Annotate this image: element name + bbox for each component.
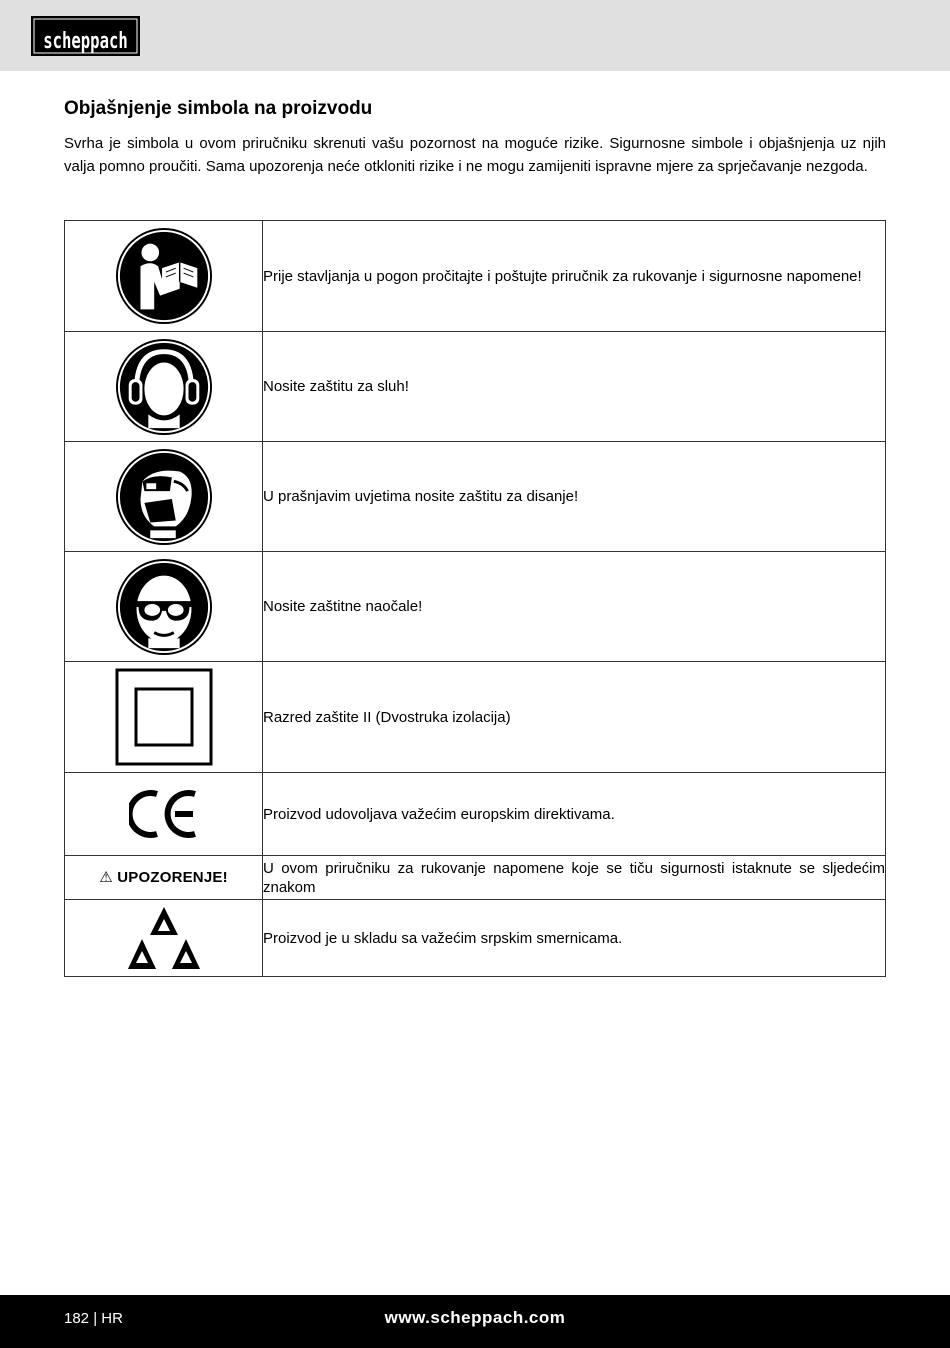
symbols-table bbox=[64, 220, 886, 977]
symbol-description: Proizvod udovoljava važećim europskim direktivama. bbox=[263, 773, 886, 856]
table-row bbox=[65, 856, 886, 900]
table-row bbox=[65, 773, 886, 856]
table-row bbox=[65, 552, 886, 662]
respiratory-protection-icon bbox=[115, 448, 213, 546]
page-title: Objašnjenje simbola na proizvodu bbox=[64, 98, 373, 119]
symbol-description: U prašnjavim uvjetima nosite zaštitu za disanje! bbox=[263, 442, 886, 552]
table-row bbox=[65, 662, 886, 773]
read-manual-icon bbox=[115, 227, 213, 325]
svg-text:scheppach: scheppach bbox=[43, 28, 128, 54]
website-link[interactable]: www.scheppach.com bbox=[384, 1308, 566, 1327]
double-insulation-icon bbox=[115, 668, 213, 766]
ce-mark-icon bbox=[129, 789, 199, 839]
symbol-description: Proizvod je u skladu sa važećim srpskim smernicama. bbox=[263, 900, 886, 977]
footer-bar bbox=[0, 1295, 950, 1348]
table-row bbox=[65, 332, 886, 442]
header-band bbox=[0, 0, 950, 71]
symbol-description: Nosite zaštitu za sluh! bbox=[263, 332, 886, 442]
table-row bbox=[65, 221, 886, 332]
symbol-description: Razred zaštite II (Dvostruka izolacija) bbox=[263, 662, 886, 773]
eye-protection-icon bbox=[115, 558, 213, 656]
symbol-description: Prije stavljanja u pogon pročitajte i poštujte priručnik za rukovanje i sigurnosne napomene! bbox=[263, 221, 886, 332]
table-row bbox=[65, 442, 886, 552]
serbian-conformity-icon bbox=[126, 905, 202, 971]
ear-protection-icon bbox=[115, 338, 213, 436]
scheppach-logo bbox=[31, 16, 140, 56]
warning-label: ⚠ UPOZORENJE! bbox=[99, 869, 228, 886]
symbol-description: Nosite zaštitne naočale! bbox=[263, 552, 886, 662]
intro-paragraph: Svrha je simbola u ovom priručniku skrenuti vašu pozornost na moguće rizike. Sigurnosne simbole i objašnjenja uz njih valja pomno proučiti. Sama upozorenja neće otkloniti rizike i ne mogu zamijeniti ispravne mjere za sprječavanje nezgoda. bbox=[64, 135, 886, 175]
page-number: 182 | HR bbox=[64, 1310, 123, 1327]
table-row bbox=[65, 900, 886, 977]
symbol-description: U ovom priručniku za rukovanje napomene koje se tiču sigurnosti istaknute se sljedećim znakom bbox=[263, 856, 886, 900]
